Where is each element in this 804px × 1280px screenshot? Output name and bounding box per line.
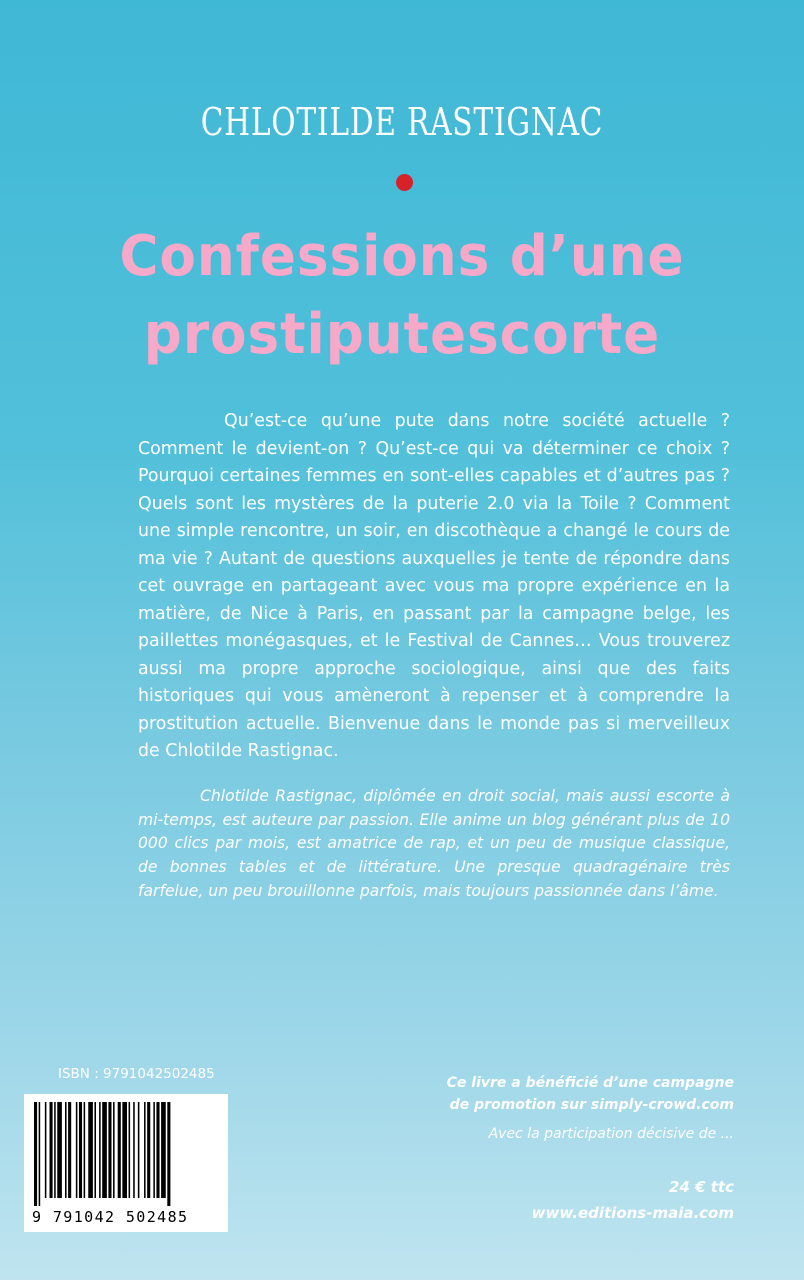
author-name: CHLOTILDE RASTIGNAC: [200, 100, 604, 144]
barcode-digits: 9 791042 502485: [32, 1208, 189, 1226]
crowdfunding-note: [414, 1072, 734, 1116]
crowdfunding-note-line-2: de promotion sur simply-crowd.com: [449, 1097, 734, 1113]
price-label: 24 € ttc: [669, 1178, 734, 1196]
book-title-line-1: Confessions d’une: [119, 224, 685, 289]
book-title: [0, 218, 804, 374]
crowdfunding-note-line-1: Ce livre a bénéficié d’une campagne: [446, 1075, 734, 1091]
participation-note: Avec la participation décisive de ...: [488, 1126, 734, 1142]
barcode-bars: [32, 1102, 220, 1206]
accent-dot: [396, 174, 413, 191]
publisher-website: www.editions-maia.com: [531, 1204, 734, 1222]
isbn-barcode: [24, 1094, 228, 1232]
book-title-line-2: prostiputescorte: [143, 302, 661, 367]
synopsis-paragraph: Qu’est-ce qu’une pute dans notre société actuelle ? Comment le devient-on ? Qu’est-ce qui va déterminer ce choix ? Pourquoi certaines femmes en sont-elles capables et d’autres pas ? Quels sont les mystères de la puterie 2.0 via la Toile ? Comment une simple rencontre, un soir, en discothèque a changé le cours de ma vie ? Autant de questions auxquelles je tente de répondre dans cet ouvrage en partageant avec vous ma propre expérience en la matière, de Nice à Paris, en passant par la campagne belge, les paillettes monégasques, et le Festival de Cannes… Vous trouverez aussi ma propre approche sociologique, ainsi que des faits historiques qui vous amèneront à repenser et à comprendre la prostitution actuelle. Bienvenue dans le monde pas si merveilleux de Chlotilde Rastignac.: [138, 411, 730, 761]
isbn-label: ISBN : 9791042502485: [58, 1066, 215, 1082]
author-bio-paragraph: Chlotilde Rastignac, diplômée en droit social, mais aussi escorte à mi-temps, est auteure par passion. Elle anime un blog générant plus de 10 000 clics par mois, est amatrice de rap, et un peu de musique classique, de bonnes tables et de littérature. Une presque quadragénaire très farfelue, un peu brouillonne parfois, mais toujours passionnée dans l’âme.: [138, 787, 730, 900]
